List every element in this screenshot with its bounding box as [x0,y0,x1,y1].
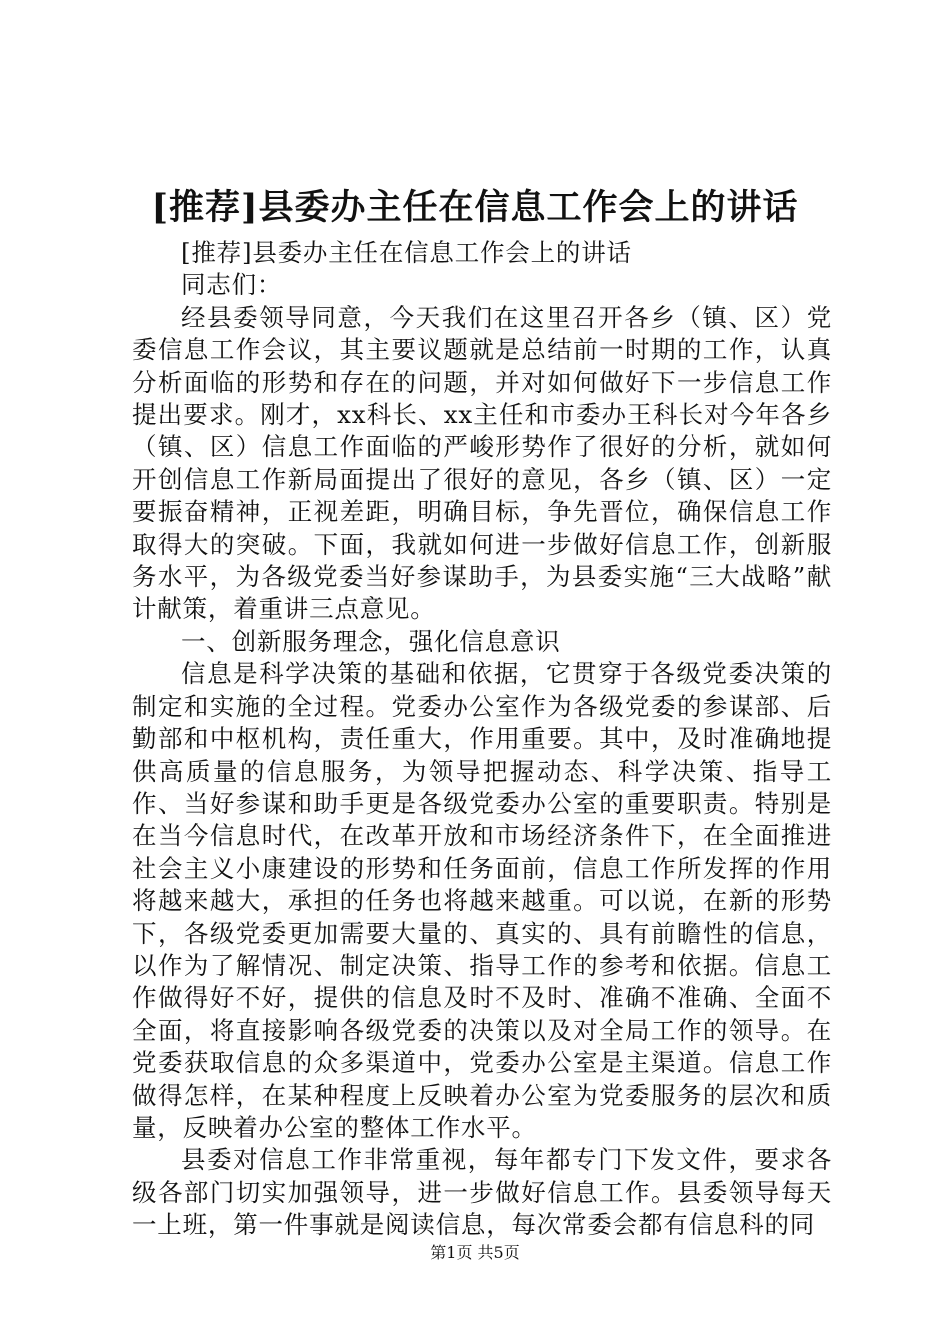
page-footer: 第1页 共5页 [430,1243,520,1262]
body-paragraph: 经县委领导同意，今天我们在这里召开各乡（镇、区）党委信息工作会议，其主要议题就是总结前一时期的工作，认真分析面临的形势和存在的问题，并对如何做好下一步信息工作提出要求。刚才，xx科长、xx主任和市委办王科长对今年各乡（镇、区）信息工作面临的严峻形势作了很好的分析，就如何开创信息工作新局面提出了很好的意见，各乡（镇、区）一定要振奋精神，正视差距，明确目标，争先晋位，确保信息工作取得大的突破。下面，我就如何进一步做好信息工作，创新服务水平，为各级党委当好参谋助手，为县委实施“三大战略”献计献策，着重讲三点意见。 [132,302,832,624]
body-paragraph: 县委对信息工作非常重视，每年都专门下发文件，要求各级各部门切实加强领导，进一步做好信息工作。县委领导每天一上班，第一件事就是阅读信息，每次常委会都有信息科的同 [132,1145,832,1240]
document-title: [推荐]县委办主任在信息工作会上的讲话 [151,187,799,228]
section-heading: 一、创新服务理念，强化信息意识 [181,626,561,656]
document-body [132,237,832,1242]
body-paragraph: 信息是科学决策的基础和依据，它贯穿于各级党委决策的制定和实施的全过程。党委办公室作为各级党委的参谋部、后勤部和中枢机构，责任重大，作用重要。其中，及时准确地提供高质量的信息服务，为领导把握动态、科学决策、指导工作、当好参谋和助手更是各级党委办公室的重要职责。特别是在当今信息时代，在改革开放和市场经济条件下，在全面推进社会主义小康建设的形势和任务面前，信息工作所发挥的作用将越来越大，承担的任务也将越来越重。可以说，在新的形势下，各级党委更加需要大量的、真实的、具有前瞻性的信息，以作为了解情况、制定决策、指导工作的参考和依据。信息工作做得好不好，提供的信息及时不及时、准确不准确、全面不全面，将直接影响各级党委的决策以及对全局工作的领导。在党委获取信息的众多渠道中，党委办公室是主渠道。信息工作做得怎样，在某种程度上反映着办公室为党委服务的层次和质量，反映着办公室的整体工作水平。 [132,659,832,1142]
salutation-paragraph: 同志们： [181,270,283,300]
subtitle-paragraph: [推荐]县委办主任在信息工作会上的讲话 [181,238,632,267]
